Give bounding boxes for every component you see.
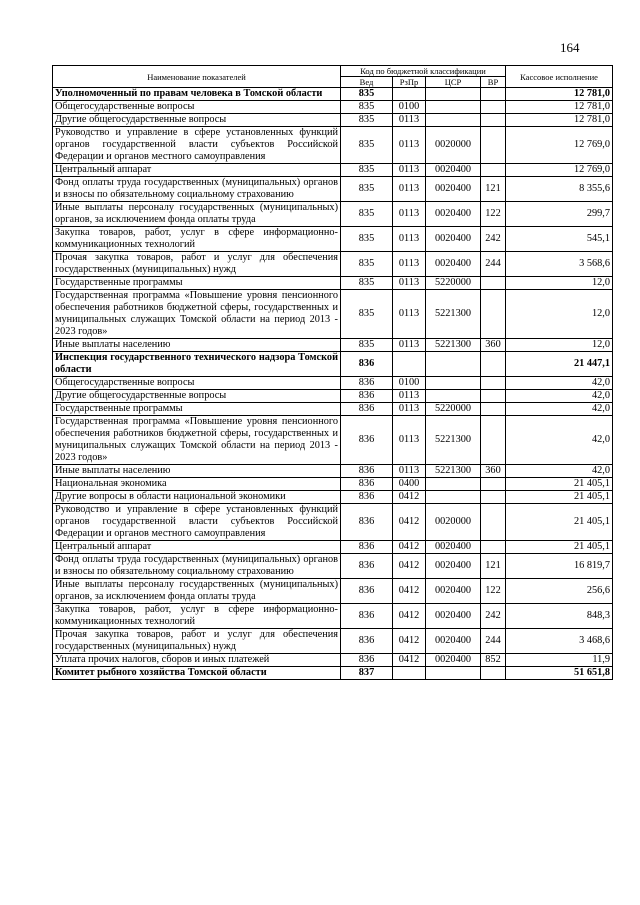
row-ved: 836 [341,654,393,667]
row-ved: 836 [341,554,393,579]
row-amount: 3 568,6 [506,252,613,277]
row-rzpr: 0412 [393,579,426,604]
row-csr: 0020400 [426,554,481,579]
row-rzpr: 0412 [393,554,426,579]
row-name: Другие вопросы в области национальной экономики [53,491,341,504]
row-rzpr: 0113 [393,403,426,416]
row-rzpr: 0113 [393,202,426,227]
header-amount: Кассовое исполнение [506,66,613,88]
row-amount: 42,0 [506,377,613,390]
row-rzpr: 0113 [393,252,426,277]
row-name: Иные выплаты населению [53,339,341,352]
row-name: Общегосударственные вопросы [53,377,341,390]
row-vr [481,164,506,177]
row-ved: 835 [341,290,393,339]
row-csr: 0020400 [426,654,481,667]
row-rzpr [393,352,426,377]
row-name: Общегосударственные вопросы [53,101,341,114]
row-csr: 0020400 [426,629,481,654]
row-csr [426,352,481,377]
row-rzpr: 0113 [393,277,426,290]
row-csr: 0020400 [426,252,481,277]
row-vr [481,504,506,541]
table-row [53,579,613,604]
row-ved: 836 [341,478,393,491]
row-csr: 0020400 [426,177,481,202]
row-csr [426,88,481,101]
row-vr [481,101,506,114]
row-name: Другие общегосударственные вопросы [53,114,341,127]
row-rzpr: 0400 [393,478,426,491]
row-amount: 21 405,1 [506,478,613,491]
row-name: Государственная программа «Повышение уровня пенсионного обеспечения работников бюджетной сферы, государственных и муниципальных служащих Томской области на период 2013 - 2023 годов» [53,290,341,339]
row-ved: 835 [341,114,393,127]
row-vr [481,416,506,465]
row-name: Фонд оплаты труда государственных (муниципальных) органов и взносы по обязательному социальному страхованию [53,554,341,579]
row-vr [481,667,506,680]
row-amount: 42,0 [506,465,613,478]
row-name: Уплата прочих налогов, сборов и иных платежей [53,654,341,667]
row-csr: 0020400 [426,604,481,629]
row-csr [426,667,481,680]
row-vr [481,390,506,403]
row-ved: 835 [341,164,393,177]
row-ved: 835 [341,277,393,290]
row-csr: 0020400 [426,164,481,177]
row-ved: 836 [341,604,393,629]
table-row [53,478,613,491]
row-vr: 242 [481,604,506,629]
row-vr [481,541,506,554]
row-amount: 21 405,1 [506,541,613,554]
row-amount: 12 769,0 [506,164,613,177]
row-amount: 8 355,6 [506,177,613,202]
table-row [53,202,613,227]
row-rzpr: 0412 [393,504,426,541]
row-name: Уполномоченный по правам человека в Томской области [53,88,341,101]
row-csr [426,114,481,127]
row-name: Центральный аппарат [53,541,341,554]
row-vr [481,352,506,377]
row-name: Государственные программы [53,403,341,416]
row-vr [481,290,506,339]
row-ved: 836 [341,377,393,390]
row-name: Фонд оплаты труда государственных (муниципальных) органов и взносы по обязательному социальному страхованию [53,177,341,202]
header-vr: ВР [481,77,506,88]
header-csr: ЦСР [426,77,481,88]
row-name: Закупка товаров, работ, услуг в сфере информационно-коммуникационных технологий [53,227,341,252]
table-row [53,504,613,541]
row-rzpr: 0412 [393,654,426,667]
row-vr [481,478,506,491]
row-vr: 244 [481,629,506,654]
row-name: Центральный аппарат [53,164,341,177]
row-amount: 21 405,1 [506,504,613,541]
row-ved: 836 [341,403,393,416]
table-header [53,66,613,88]
row-vr: 852 [481,654,506,667]
row-rzpr: 0412 [393,629,426,654]
row-rzpr [393,88,426,101]
row-amount: 12,0 [506,339,613,352]
table-row [53,629,613,654]
table-row [53,277,613,290]
table-row [53,377,613,390]
row-ved: 835 [341,227,393,252]
row-name: Прочая закупка товаров, работ и услуг для обеспечения государственных (муниципальных) нужд [53,629,341,654]
row-vr: 122 [481,202,506,227]
table-row [53,416,613,465]
row-csr: 5221300 [426,416,481,465]
row-name: Руководство и управление в сфере установленных функций органов государственной власти субъектов Российской Федерации и органов местного самоуправления [53,127,341,164]
table-row [53,252,613,277]
table-row [53,604,613,629]
row-rzpr: 0113 [393,164,426,177]
row-amount: 42,0 [506,416,613,465]
row-rzpr: 0412 [393,491,426,504]
row-vr: 360 [481,339,506,352]
row-rzpr: 0113 [393,416,426,465]
table-row [53,127,613,164]
row-csr: 5221300 [426,290,481,339]
table-row [53,390,613,403]
table-row [53,403,613,416]
header-name: Наименование показателей [53,66,341,88]
row-vr [481,403,506,416]
row-amount: 11,9 [506,654,613,667]
row-vr: 242 [481,227,506,252]
row-rzpr: 0113 [393,290,426,339]
row-ved: 835 [341,101,393,114]
row-rzpr: 0412 [393,541,426,554]
row-ved: 835 [341,177,393,202]
row-amount: 299,7 [506,202,613,227]
row-rzpr: 0100 [393,377,426,390]
row-rzpr: 0113 [393,465,426,478]
row-rzpr: 0113 [393,227,426,252]
row-amount: 545,1 [506,227,613,252]
row-amount: 21 405,1 [506,491,613,504]
row-rzpr: 0113 [393,177,426,202]
row-name: Прочая закупка товаров, работ и услуг для обеспечения государственных (муниципальных) нужд [53,252,341,277]
row-rzpr: 0113 [393,114,426,127]
row-name: Инспекция государственного технического надзора Томской области [53,352,341,377]
row-ved: 837 [341,667,393,680]
table-row [53,667,613,680]
row-name: Иные выплаты персоналу государственных (муниципальных) органов, за исключением фонда оплаты труда [53,579,341,604]
row-ved: 836 [341,465,393,478]
row-vr [481,277,506,290]
row-amount: 42,0 [506,403,613,416]
row-amount: 21 447,1 [506,352,613,377]
row-amount: 12,0 [506,290,613,339]
row-ved: 835 [341,127,393,164]
row-ved: 835 [341,202,393,227]
row-name: Иные выплаты населению [53,465,341,478]
row-vr [481,491,506,504]
row-vr: 121 [481,554,506,579]
row-ved: 836 [341,352,393,377]
row-csr: 5220000 [426,403,481,416]
row-ved: 835 [341,252,393,277]
table-row [53,339,613,352]
row-amount: 12,0 [506,277,613,290]
table-row [53,352,613,377]
row-ved: 836 [341,416,393,465]
row-name: Руководство и управление в сфере установленных функций органов государственной власти субъектов Российской Федерации и органов местного самоуправления [53,504,341,541]
row-rzpr: 0113 [393,339,426,352]
row-ved: 835 [341,339,393,352]
row-amount: 51 651,8 [506,667,613,680]
row-csr: 0020400 [426,541,481,554]
table-row [53,88,613,101]
row-csr [426,491,481,504]
row-rzpr [393,667,426,680]
row-amount: 16 819,7 [506,554,613,579]
row-vr: 244 [481,252,506,277]
table-row [53,114,613,127]
budget-table [52,65,613,680]
row-csr [426,377,481,390]
row-csr: 5221300 [426,465,481,478]
table-row [53,654,613,667]
table-row [53,177,613,202]
header-ved: Вед [341,77,393,88]
row-amount: 848,3 [506,604,613,629]
header-code-group: Код по бюджетной классификации [341,66,506,77]
row-csr [426,101,481,114]
row-vr: 122 [481,579,506,604]
row-amount: 3 468,6 [506,629,613,654]
table-body [53,88,613,680]
row-csr: 0020400 [426,579,481,604]
row-csr: 0020000 [426,127,481,164]
row-amount: 12 781,0 [506,88,613,101]
table-row [53,227,613,252]
row-name: Иные выплаты персоналу государственных (муниципальных) органов, за исключением фонда оплаты труда [53,202,341,227]
row-ved: 836 [341,491,393,504]
row-rzpr: 0412 [393,604,426,629]
row-csr: 0020400 [426,227,481,252]
table-row [53,554,613,579]
table-row [53,541,613,554]
row-rzpr: 0100 [393,101,426,114]
row-csr: 0020400 [426,202,481,227]
row-amount: 42,0 [506,390,613,403]
row-csr: 5220000 [426,277,481,290]
row-name: Закупка товаров, работ, услуг в сфере информационно-коммуникационных технологий [53,604,341,629]
header-rzpr: РзПр [393,77,426,88]
row-vr [481,114,506,127]
row-csr [426,390,481,403]
row-ved: 836 [341,541,393,554]
row-csr: 0020000 [426,504,481,541]
row-rzpr: 0113 [393,127,426,164]
row-vr [481,88,506,101]
row-csr: 5221300 [426,339,481,352]
row-name: Национальная экономика [53,478,341,491]
row-ved: 836 [341,390,393,403]
table-row [53,491,613,504]
row-name: Государственная программа «Повышение уровня пенсионного обеспечения работников бюджетной сферы, государственных и муниципальных служащих Томской области на период 2013 - 2023 годов» [53,416,341,465]
row-vr: 360 [481,465,506,478]
row-amount: 256,6 [506,579,613,604]
row-amount: 12 769,0 [506,127,613,164]
row-ved: 836 [341,579,393,604]
table-row [53,465,613,478]
row-rzpr: 0113 [393,390,426,403]
table-row [53,101,613,114]
row-name: Комитет рыбного хозяйства Томской области [53,667,341,680]
table-row [53,290,613,339]
row-ved: 836 [341,504,393,541]
page-number: 164 [560,40,580,55]
row-amount: 12 781,0 [506,114,613,127]
row-vr [481,127,506,164]
row-amount: 12 781,0 [506,101,613,114]
row-ved: 835 [341,88,393,101]
row-vr: 121 [481,177,506,202]
row-name: Другие общегосударственные вопросы [53,390,341,403]
row-ved: 836 [341,629,393,654]
row-csr [426,478,481,491]
row-name: Государственные программы [53,277,341,290]
row-vr [481,377,506,390]
table-row [53,164,613,177]
